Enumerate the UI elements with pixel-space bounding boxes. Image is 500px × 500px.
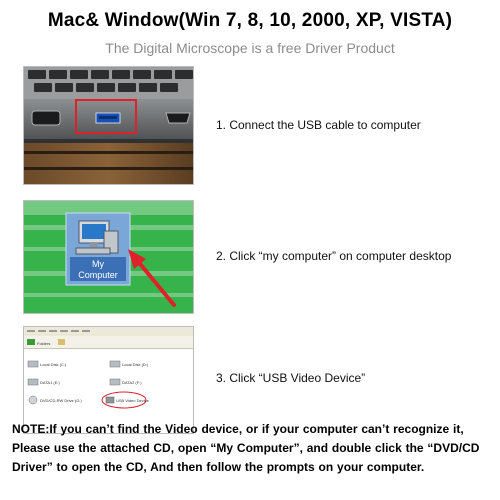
drive-label: DVD/CD-RW Drive (G:) [40, 398, 82, 403]
desktop-my-computer-illustration [24, 201, 193, 313]
drive-data2-f[interactable] [110, 379, 142, 385]
explorer-window-illustration [24, 327, 193, 433]
usb-port-photo [23, 66, 194, 185]
drive-label: Local Disk (D:) [122, 362, 149, 367]
note-paragraph [12, 420, 490, 477]
page-title: Mac& Window(Win 7, 8, 10, 2000, XP, VISTA) [47, 10, 453, 31]
icon-label-line-2: Computer [78, 270, 118, 280]
icon-label-line-1: My [92, 259, 104, 269]
note-lead: NOTE: [12, 422, 50, 436]
drive-data1-e[interactable] [28, 379, 61, 385]
drive-local-d[interactable] [110, 361, 149, 367]
note-body: If you can’t find the Video device, or if your computer can’t recognize it, Please use the attached CD, open “My Computer”, and double click the “DVD/CD Driver” to open the CD, And then follow the prompts on your computer. [12, 422, 480, 474]
step-3-text: 3. Click “USB Video Device” [216, 371, 366, 385]
drive-label: USB Video Device [116, 398, 149, 403]
drive-local-c[interactable] [28, 361, 67, 367]
drive-label: DATA1 (E:) [40, 380, 60, 385]
page-subtitle: The Digital Microscope is a free Driver Product [105, 40, 395, 56]
step-1-text: 1. Connect the USB cable to computer [216, 118, 421, 132]
drive-label: DATA2 (F:) [122, 380, 142, 385]
folders-label: Folders [37, 341, 51, 346]
desktop-photo [23, 200, 194, 314]
laptop-usb-port-illustration [24, 67, 193, 184]
step-2-text: 2. Click “my computer” on computer desktop [216, 249, 452, 263]
explorer-photo [23, 326, 194, 434]
drive-label: Local Disk (C:) [40, 362, 67, 367]
